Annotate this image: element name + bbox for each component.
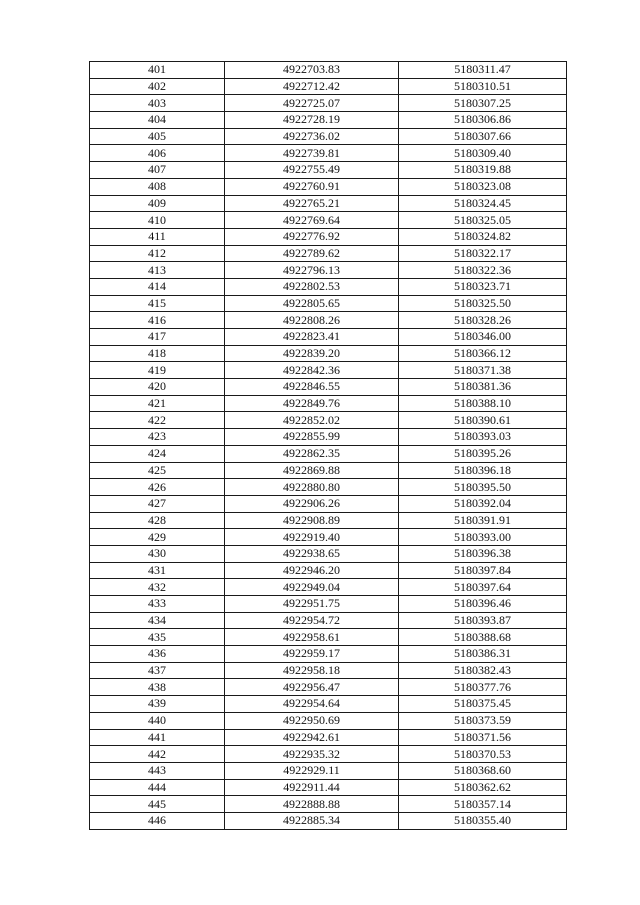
x-coordinate-cell: 4922942.61 (225, 729, 399, 746)
table-row (90, 479, 567, 496)
point-number-cell: 416 (90, 312, 225, 329)
point-number-cell: 422 (90, 412, 225, 429)
point-number-cell: 435 (90, 629, 225, 646)
table-row (90, 512, 567, 529)
x-coordinate-cell: 4922950.69 (225, 712, 399, 729)
y-coordinate-cell: 5180366.12 (399, 345, 567, 362)
y-coordinate-cell: 5180325.50 (399, 295, 567, 312)
x-coordinate-cell: 4922935.32 (225, 746, 399, 763)
point-number-cell: 428 (90, 512, 225, 529)
table-row (90, 278, 567, 295)
y-coordinate-cell: 5180388.10 (399, 395, 567, 412)
x-coordinate-cell: 4922919.40 (225, 529, 399, 546)
point-number-cell: 412 (90, 245, 225, 262)
table-row (90, 812, 567, 829)
x-coordinate-cell: 4922760.91 (225, 178, 399, 195)
table-row (90, 779, 567, 796)
x-coordinate-cell: 4922929.11 (225, 762, 399, 779)
point-number-cell: 431 (90, 562, 225, 579)
x-coordinate-cell: 4922956.47 (225, 679, 399, 696)
y-coordinate-cell: 5180370.53 (399, 746, 567, 763)
y-coordinate-cell: 5180375.45 (399, 696, 567, 713)
table-row (90, 295, 567, 312)
table-row (90, 145, 567, 162)
point-number-cell: 415 (90, 295, 225, 312)
table-row (90, 562, 567, 579)
x-coordinate-cell: 4922946.20 (225, 562, 399, 579)
y-coordinate-cell: 5180396.46 (399, 596, 567, 613)
point-number-cell: 442 (90, 746, 225, 763)
table-row (90, 262, 567, 279)
y-coordinate-cell: 5180355.40 (399, 812, 567, 829)
point-number-cell: 407 (90, 162, 225, 179)
y-coordinate-cell: 5180362.62 (399, 779, 567, 796)
x-coordinate-cell: 4922869.88 (225, 462, 399, 479)
x-coordinate-cell: 4922808.26 (225, 312, 399, 329)
y-coordinate-cell: 5180346.00 (399, 329, 567, 346)
x-coordinate-cell: 4922703.83 (225, 62, 399, 79)
table-row (90, 529, 567, 546)
y-coordinate-cell: 5180390.61 (399, 412, 567, 429)
x-coordinate-cell: 4922776.92 (225, 228, 399, 245)
table-row (90, 495, 567, 512)
y-coordinate-cell: 5180306.86 (399, 112, 567, 129)
table-row (90, 95, 567, 112)
y-coordinate-cell: 5180323.71 (399, 278, 567, 295)
table-row (90, 429, 567, 446)
point-number-cell: 404 (90, 112, 225, 129)
point-number-cell: 429 (90, 529, 225, 546)
point-number-cell: 446 (90, 812, 225, 829)
x-coordinate-cell: 4922755.49 (225, 162, 399, 179)
y-coordinate-cell: 5180386.31 (399, 646, 567, 663)
point-number-cell: 425 (90, 462, 225, 479)
table-row (90, 579, 567, 596)
x-coordinate-cell: 4922958.61 (225, 629, 399, 646)
x-coordinate-cell: 4922880.80 (225, 479, 399, 496)
y-coordinate-cell: 5180395.26 (399, 445, 567, 462)
y-coordinate-cell: 5180368.60 (399, 762, 567, 779)
x-coordinate-cell: 4922862.35 (225, 445, 399, 462)
point-number-cell: 434 (90, 612, 225, 629)
x-coordinate-cell: 4922852.02 (225, 412, 399, 429)
table-row (90, 312, 567, 329)
x-coordinate-cell: 4922739.81 (225, 145, 399, 162)
table-row (90, 228, 567, 245)
x-coordinate-cell: 4922908.89 (225, 512, 399, 529)
x-coordinate-cell: 4922954.64 (225, 696, 399, 713)
table-row (90, 712, 567, 729)
y-coordinate-cell: 5180396.18 (399, 462, 567, 479)
table-row (90, 195, 567, 212)
x-coordinate-cell: 4922796.13 (225, 262, 399, 279)
x-coordinate-cell: 4922728.19 (225, 112, 399, 129)
table-row (90, 162, 567, 179)
table-row (90, 629, 567, 646)
y-coordinate-cell: 5180307.25 (399, 95, 567, 112)
point-number-cell: 418 (90, 345, 225, 362)
y-coordinate-cell: 5180397.84 (399, 562, 567, 579)
x-coordinate-cell: 4922765.21 (225, 195, 399, 212)
table-row (90, 662, 567, 679)
x-coordinate-cell: 4922888.88 (225, 796, 399, 813)
table-row (90, 112, 567, 129)
y-coordinate-cell: 5180309.40 (399, 145, 567, 162)
y-coordinate-cell: 5180325.05 (399, 212, 567, 229)
x-coordinate-cell: 4922789.62 (225, 245, 399, 262)
point-number-cell: 403 (90, 95, 225, 112)
table-row (90, 696, 567, 713)
point-number-cell: 443 (90, 762, 225, 779)
point-number-cell: 433 (90, 596, 225, 613)
y-coordinate-cell: 5180382.43 (399, 662, 567, 679)
point-number-cell: 437 (90, 662, 225, 679)
coordinates-table (89, 61, 567, 830)
point-number-cell: 417 (90, 329, 225, 346)
x-coordinate-cell: 4922949.04 (225, 579, 399, 596)
table-row (90, 746, 567, 763)
x-coordinate-cell: 4922842.36 (225, 362, 399, 379)
point-number-cell: 411 (90, 228, 225, 245)
table-row (90, 178, 567, 195)
y-coordinate-cell: 5180377.76 (399, 679, 567, 696)
table-row (90, 345, 567, 362)
point-number-cell: 414 (90, 278, 225, 295)
x-coordinate-cell: 4922855.99 (225, 429, 399, 446)
table-row (90, 128, 567, 145)
coordinates-table-body (90, 62, 567, 830)
point-number-cell: 423 (90, 429, 225, 446)
point-number-cell: 444 (90, 779, 225, 796)
point-number-cell: 420 (90, 379, 225, 396)
y-coordinate-cell: 5180381.36 (399, 379, 567, 396)
x-coordinate-cell: 4922839.20 (225, 345, 399, 362)
point-number-cell: 410 (90, 212, 225, 229)
point-number-cell: 427 (90, 495, 225, 512)
x-coordinate-cell: 4922951.75 (225, 596, 399, 613)
point-number-cell: 406 (90, 145, 225, 162)
point-number-cell: 409 (90, 195, 225, 212)
y-coordinate-cell: 5180324.82 (399, 228, 567, 245)
y-coordinate-cell: 5180371.38 (399, 362, 567, 379)
x-coordinate-cell: 4922849.76 (225, 395, 399, 412)
table-row (90, 412, 567, 429)
table-row (90, 729, 567, 746)
point-number-cell: 413 (90, 262, 225, 279)
y-coordinate-cell: 5180393.03 (399, 429, 567, 446)
table-row (90, 545, 567, 562)
point-number-cell: 421 (90, 395, 225, 412)
point-number-cell: 408 (90, 178, 225, 195)
table-row (90, 462, 567, 479)
y-coordinate-cell: 5180373.59 (399, 712, 567, 729)
x-coordinate-cell: 4922823.41 (225, 329, 399, 346)
y-coordinate-cell: 5180397.64 (399, 579, 567, 596)
x-coordinate-cell: 4922712.42 (225, 78, 399, 95)
y-coordinate-cell: 5180307.66 (399, 128, 567, 145)
x-coordinate-cell: 4922846.55 (225, 379, 399, 396)
table-row (90, 379, 567, 396)
y-coordinate-cell: 5180357.14 (399, 796, 567, 813)
y-coordinate-cell: 5180393.87 (399, 612, 567, 629)
table-row (90, 395, 567, 412)
x-coordinate-cell: 4922802.53 (225, 278, 399, 295)
y-coordinate-cell: 5180395.50 (399, 479, 567, 496)
point-number-cell: 426 (90, 479, 225, 496)
table-row (90, 445, 567, 462)
table-row (90, 646, 567, 663)
point-number-cell: 402 (90, 78, 225, 95)
y-coordinate-cell: 5180322.36 (399, 262, 567, 279)
x-coordinate-cell: 4922885.34 (225, 812, 399, 829)
table-row (90, 679, 567, 696)
x-coordinate-cell: 4922725.07 (225, 95, 399, 112)
point-number-cell: 430 (90, 545, 225, 562)
point-number-cell: 445 (90, 796, 225, 813)
table-row (90, 78, 567, 95)
x-coordinate-cell: 4922805.65 (225, 295, 399, 312)
x-coordinate-cell: 4922736.02 (225, 128, 399, 145)
y-coordinate-cell: 5180324.45 (399, 195, 567, 212)
table-row (90, 612, 567, 629)
y-coordinate-cell: 5180393.00 (399, 529, 567, 546)
y-coordinate-cell: 5180392.04 (399, 495, 567, 512)
table-row (90, 362, 567, 379)
point-number-cell: 436 (90, 646, 225, 663)
x-coordinate-cell: 4922911.44 (225, 779, 399, 796)
point-number-cell: 401 (90, 62, 225, 79)
point-number-cell: 439 (90, 696, 225, 713)
x-coordinate-cell: 4922959.17 (225, 646, 399, 663)
y-coordinate-cell: 5180371.56 (399, 729, 567, 746)
y-coordinate-cell: 5180388.68 (399, 629, 567, 646)
point-number-cell: 405 (90, 128, 225, 145)
table-row (90, 596, 567, 613)
x-coordinate-cell: 4922938.65 (225, 545, 399, 562)
y-coordinate-cell: 5180323.08 (399, 178, 567, 195)
point-number-cell: 424 (90, 445, 225, 462)
table-row (90, 245, 567, 262)
table-row (90, 796, 567, 813)
point-number-cell: 438 (90, 679, 225, 696)
table-row (90, 212, 567, 229)
y-coordinate-cell: 5180396.38 (399, 545, 567, 562)
y-coordinate-cell: 5180391.91 (399, 512, 567, 529)
table-row (90, 62, 567, 79)
x-coordinate-cell: 4922958.18 (225, 662, 399, 679)
x-coordinate-cell: 4922769.64 (225, 212, 399, 229)
point-number-cell: 440 (90, 712, 225, 729)
x-coordinate-cell: 4922954.72 (225, 612, 399, 629)
y-coordinate-cell: 5180310.51 (399, 78, 567, 95)
point-number-cell: 432 (90, 579, 225, 596)
table-row (90, 329, 567, 346)
point-number-cell: 441 (90, 729, 225, 746)
y-coordinate-cell: 5180328.26 (399, 312, 567, 329)
y-coordinate-cell: 5180322.17 (399, 245, 567, 262)
y-coordinate-cell: 5180311.47 (399, 62, 567, 79)
y-coordinate-cell: 5180319.88 (399, 162, 567, 179)
x-coordinate-cell: 4922906.26 (225, 495, 399, 512)
table-row (90, 762, 567, 779)
point-number-cell: 419 (90, 362, 225, 379)
